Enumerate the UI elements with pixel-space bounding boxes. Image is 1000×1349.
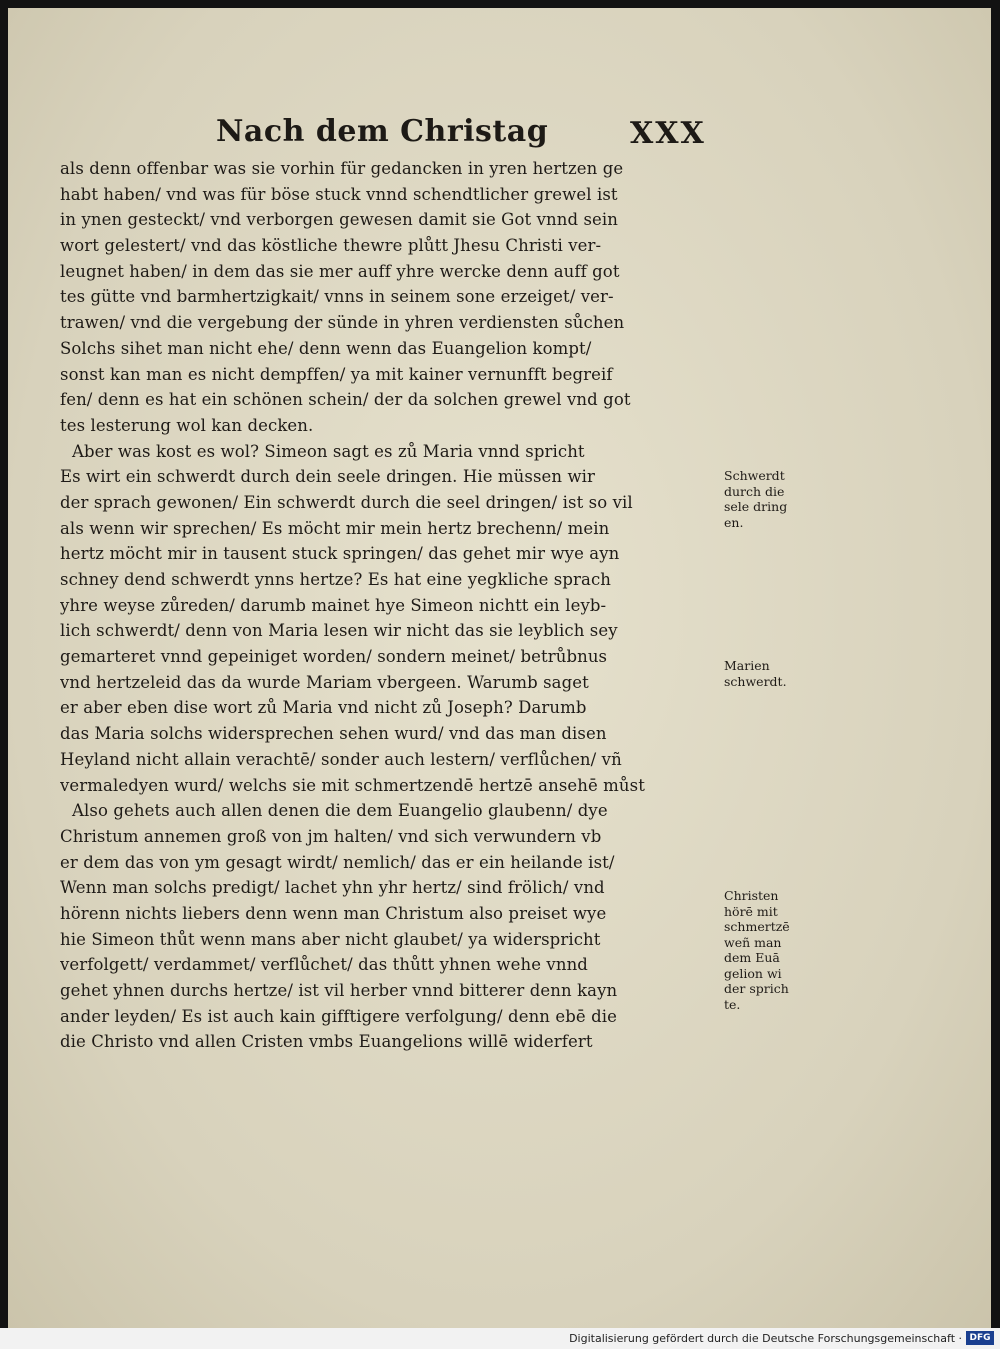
text-line: habt haben/ vnd was für böse stuck vnnd schendtlicher grewel ist (60, 184, 618, 204)
running-title: Nach dem Christag (216, 114, 549, 149)
text-line: hörenn nichts liebers denn wenn man Christum also preiset wye (60, 903, 607, 923)
text-line: schney dend schwerdt ynns hertze? Es hat eine yegkliche sprach (60, 570, 612, 589)
margin-note-line: weñ man (724, 934, 782, 950)
text-line: als wenn wir sprechen/ Es möcht mir mein hertz brechenn/ mein (60, 518, 610, 538)
text-line: verfolgett/ verdammet/ verflůchet/ das thůtt yhnen wehe vnnd (60, 955, 588, 975)
text-line: fen/ denn es hat ein schönen schein/ der da solchen grewel vnd got (60, 390, 631, 410)
text-line: Christum annemen groß von jm halten/ vnd sich verwundern vb (60, 826, 602, 846)
text-line: er aber eben dise wort zů Maria vnd nicht zů Joseph? Darumb (60, 698, 587, 718)
margin-note-line: schwerdt. (724, 673, 787, 689)
text-line: yhre weyse zůreden/ darumb mainet hye Simeon nichtt ein leyb- (60, 595, 607, 615)
text-line: in ynen gesteckt/ vnd verborgen gewesen damit sie Got vnnd sein (60, 210, 618, 230)
text-line: er dem das von ym gesagt wirdt/ nemlich/ das er ein heilande ist/ (60, 852, 615, 872)
text-line: das Maria solchs widersprechen sehen wurd/ vnd das man disen (60, 724, 607, 744)
margin-note-line: te. (724, 996, 741, 1012)
margin-note-christen (724, 888, 816, 1012)
margin-note-line: Schwerdt (724, 468, 785, 483)
margin-note-line: Marien (724, 658, 770, 673)
text-line: vnd hertzeleid das da wurde Mariam vbergeen. Warumb saget (60, 672, 589, 692)
margin-note-line: durch die (724, 483, 785, 499)
text-line: trawen/ vnd die vergebung der sünde in yhren verdiensten sůchen (60, 313, 625, 333)
margin-note-schwerdt (724, 468, 816, 530)
text-line: tes gütte vnd barmhertzigkait/ vnns in seinem sone erzeiget/ ver- (60, 287, 614, 307)
text-line: hertz möcht mir in tausent stuck springen/ das gehet mir wye ayn (60, 544, 620, 564)
margin-note-line: sele dring (724, 499, 788, 514)
text-line: gemarteret vnnd gepeiniget worden/ sondern meinet/ betrůbnus (60, 647, 608, 667)
margin-note-marien (724, 658, 816, 689)
margin-note-line: Christen (724, 888, 779, 903)
text-line: gehet yhnen durchs hertze/ ist vil herber vnnd bitterer denn kayn (60, 981, 618, 1000)
text-line: Heyland nicht allain verachtē/ sonder auch lestern/ verflůchen/ vñ (60, 749, 622, 769)
folio-number: XXX (630, 116, 706, 151)
text-line: tes lesterung wol kan decken. (60, 415, 314, 435)
digitization-footer (0, 1328, 1000, 1349)
text-line: lich schwerdt/ denn von Maria lesen wir nicht das sie leyblich sey (60, 621, 618, 641)
text-line: als denn offenbar was sie vorhin für gedancken in yren hertzen ge (60, 159, 624, 178)
text-line: sonst kan man es nicht dempffen/ ya mit kainer vernunfft begreif (60, 364, 613, 384)
margin-note-line: gelion wi (724, 965, 782, 981)
dfg-credit-text: Digitalisierung gefördert durch die Deutsche Forschungsgemeinschaft · (569, 1332, 962, 1345)
text-line: ander leyden/ Es ist auch kain gifftigere verfolgung/ denn ebē die (60, 1006, 618, 1026)
text-line: leugnet haben/ in dem das sie mer auff yhre wercke denn auff got (60, 261, 620, 281)
text-line: Solchs sihet man nicht ehe/ denn wenn das Euangelion kompt/ (60, 338, 592, 358)
main-text-block (60, 156, 720, 1055)
margin-note-line: schmertzē (724, 919, 790, 934)
text-line: Also gehets auch allen denen die dem Euangelio glaubenn/ dye (72, 801, 608, 821)
margin-note-line: en. (724, 514, 744, 530)
margin-note-line: der sprich (724, 981, 789, 996)
page-header (8, 114, 991, 154)
text-line: Wenn man solchs predigt/ lachet yhn yhr hertz/ sind frölich/ vnd (60, 878, 605, 898)
margin-note-line: hörē mit (724, 903, 778, 919)
book-page (8, 8, 991, 1328)
text-line: Aber was kost es wol? Simeon sagt es zů Maria vnnd spricht (72, 441, 585, 461)
dfg-logo-icon: DFG (966, 1331, 994, 1345)
text-line: die Christo vnd allen Cristen vmbs Euangelions willē widerfert (60, 1032, 593, 1052)
text-line: wort gelestert/ vnd das köstliche thewre plůtt Jhesu Christi ver- (60, 236, 602, 256)
text-line: Es wirt ein schwerdt durch dein seele dringen. Hie müssen wir (60, 467, 596, 487)
text-line: hie Simeon thůt wenn mans aber nicht glaubet/ ya widerspricht (60, 929, 601, 949)
margin-note-line: dem Euā (724, 950, 780, 965)
text-line: der sprach gewonen/ Ein schwerdt durch die seel dringen/ ist so vil (60, 492, 633, 512)
text-line: vermaledyen wurd/ welchs sie mit schmertzendē hertzē ansehē můst (60, 775, 645, 795)
